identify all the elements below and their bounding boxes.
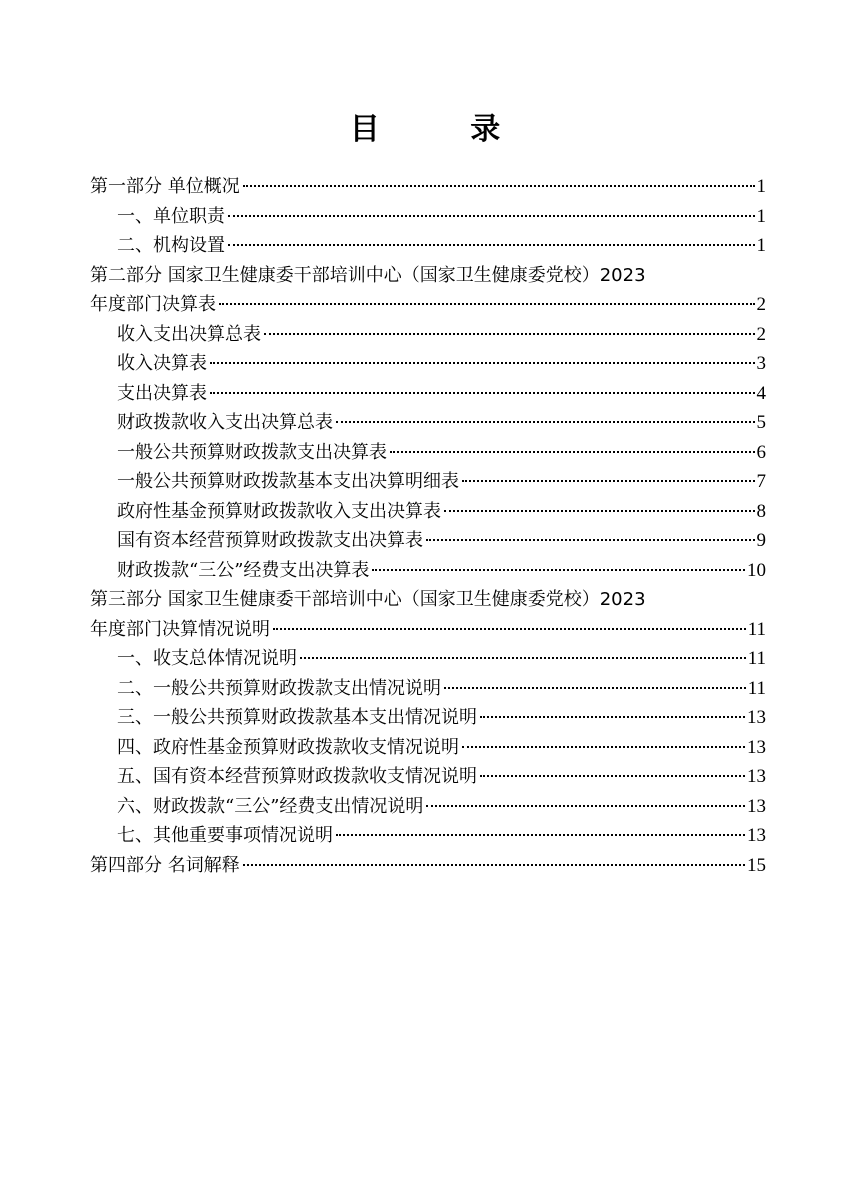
dot-leader — [273, 628, 746, 630]
toc-entry-text: 二、机构设置 — [117, 235, 225, 256]
toc-page-number: 13 — [747, 707, 766, 728]
toc-entry-2-2[interactable] — [90, 349, 766, 379]
dot-leader — [264, 333, 755, 335]
toc-entry-part-2-line-2[interactable] — [90, 290, 766, 320]
dot-leader — [210, 362, 755, 364]
toc-page-number: 2 — [756, 323, 766, 345]
toc-entry-2-6[interactable] — [90, 467, 766, 497]
dot-leader — [462, 480, 755, 482]
dot-leader — [372, 569, 745, 571]
toc-entry-2-5[interactable] — [90, 438, 766, 468]
toc-entry-text: 年度部门决算表 — [90, 294, 216, 315]
toc-entry-2-4[interactable] — [90, 408, 766, 438]
page-title: 目 录 — [349, 112, 541, 147]
toc-entry-2-1[interactable] — [90, 320, 766, 350]
dot-leader — [444, 687, 746, 689]
toc-entry-1-2[interactable] — [90, 231, 766, 261]
dot-leader — [426, 805, 745, 807]
toc-page-number: 8 — [756, 500, 766, 522]
toc-entry-text: 第四部分 名词解释 — [90, 854, 240, 876]
toc-entry-text: 国有资本经营预算财政拨款支出决算表 — [117, 530, 423, 551]
dot-leader — [228, 244, 755, 246]
toc-entry-text: 第三部分 国家卫生健康委干部培训中心（国家卫生健康委党校）2023 — [90, 589, 646, 610]
table-of-contents — [90, 172, 766, 880]
toc-page-number: 1 — [756, 235, 766, 256]
toc-page-number: 11 — [747, 648, 766, 669]
toc-page-number: 7 — [756, 471, 766, 492]
toc-entry-2-9[interactable] — [90, 556, 766, 586]
toc-entry-3-1[interactable] — [90, 644, 766, 674]
dot-leader — [462, 746, 745, 748]
toc-entry-text: 七、其他重要事项情况说明 — [117, 825, 333, 846]
toc-entry-text: 支出决算表 — [117, 382, 207, 404]
dot-leader — [480, 775, 745, 777]
toc-entry-2-7[interactable] — [90, 497, 766, 527]
dot-leader — [336, 421, 755, 423]
toc-page-number: 4 — [756, 382, 766, 404]
toc-page-number: 9 — [756, 530, 766, 551]
toc-entry-text: 第二部分 国家卫生健康委干部培训中心（国家卫生健康委党校）2023 — [90, 264, 646, 286]
toc-entry-text: 收入支出决算总表 — [117, 323, 261, 345]
toc-entry-text: 一般公共预算财政拨款基本支出决算明细表 — [117, 471, 459, 492]
toc-entry-part-3-line-2[interactable] — [90, 615, 766, 645]
toc-page-number: 11 — [747, 677, 766, 699]
dot-leader — [336, 834, 745, 836]
toc-entry-1-1[interactable] — [90, 202, 766, 232]
toc-entry-part-2-line-1[interactable] — [90, 261, 766, 291]
toc-page-number: 3 — [756, 353, 766, 374]
toc-entry-text: 收入决算表 — [117, 353, 207, 374]
toc-entry-text: 三、一般公共预算财政拨款基本支出情况说明 — [117, 707, 477, 728]
toc-entry-3-5[interactable] — [90, 762, 766, 792]
toc-entry-3-4[interactable] — [90, 733, 766, 763]
toc-entry-3-7[interactable] — [90, 821, 766, 851]
toc-entry-text: 年度部门决算情况说明 — [90, 618, 270, 640]
toc-entry-text: 五、国有资本经营预算财政拨款收支情况说明 — [117, 766, 477, 787]
dot-leader — [243, 864, 745, 866]
toc-entry-text: 第一部分 单位概况 — [90, 176, 240, 197]
toc-page-number: 13 — [747, 766, 766, 787]
dot-leader — [390, 451, 755, 453]
toc-entry-text: 一、收支总体情况说明 — [117, 648, 297, 669]
toc-entry-3-6[interactable] — [90, 792, 766, 822]
toc-page-number: 1 — [756, 176, 766, 197]
toc-entry-2-3[interactable] — [90, 379, 766, 409]
toc-entry-text: 一、单位职责 — [117, 205, 225, 227]
dot-leader — [480, 716, 745, 718]
toc-entry-text: 财政拨款“三公”经费支出决算表 — [117, 559, 370, 581]
toc-entry-text: 四、政府性基金预算财政拨款收支情况说明 — [117, 736, 459, 758]
dot-leader — [300, 657, 746, 659]
toc-page-number: 13 — [747, 736, 766, 758]
toc-entry-3-2[interactable] — [90, 674, 766, 704]
toc-entry-part-3-line-1[interactable] — [90, 585, 766, 615]
dot-leader — [228, 215, 755, 217]
toc-entry-text: 二、一般公共预算财政拨款支出情况说明 — [117, 677, 441, 699]
dot-leader — [219, 303, 755, 305]
toc-entry-part-4[interactable] — [90, 851, 766, 881]
dot-leader — [444, 510, 755, 512]
toc-page-number: 13 — [747, 795, 766, 817]
dot-leader — [426, 539, 755, 541]
toc-entry-text: 财政拨款收入支出决算总表 — [117, 412, 333, 433]
toc-entry-text: 政府性基金预算财政拨款收入支出决算表 — [117, 500, 441, 522]
toc-page-number: 13 — [747, 825, 766, 846]
toc-page-number: 5 — [756, 412, 766, 433]
toc-entry-3-3[interactable] — [90, 703, 766, 733]
toc-entry-text: 六、财政拨款“三公”经费支出情况说明 — [117, 795, 424, 817]
toc-page-number: 10 — [747, 559, 766, 581]
dot-leader — [210, 392, 755, 394]
toc-entry-2-8[interactable] — [90, 526, 766, 556]
toc-page-number: 15 — [747, 854, 766, 876]
toc-page-number: 2 — [756, 294, 766, 315]
dot-leader — [243, 185, 755, 187]
toc-page-number: 1 — [756, 205, 766, 227]
toc-page-number: 11 — [747, 618, 766, 640]
toc-entry-part-1[interactable] — [90, 172, 766, 202]
toc-entry-text: 一般公共预算财政拨款支出决算表 — [117, 441, 387, 463]
toc-page-number: 6 — [756, 441, 766, 463]
